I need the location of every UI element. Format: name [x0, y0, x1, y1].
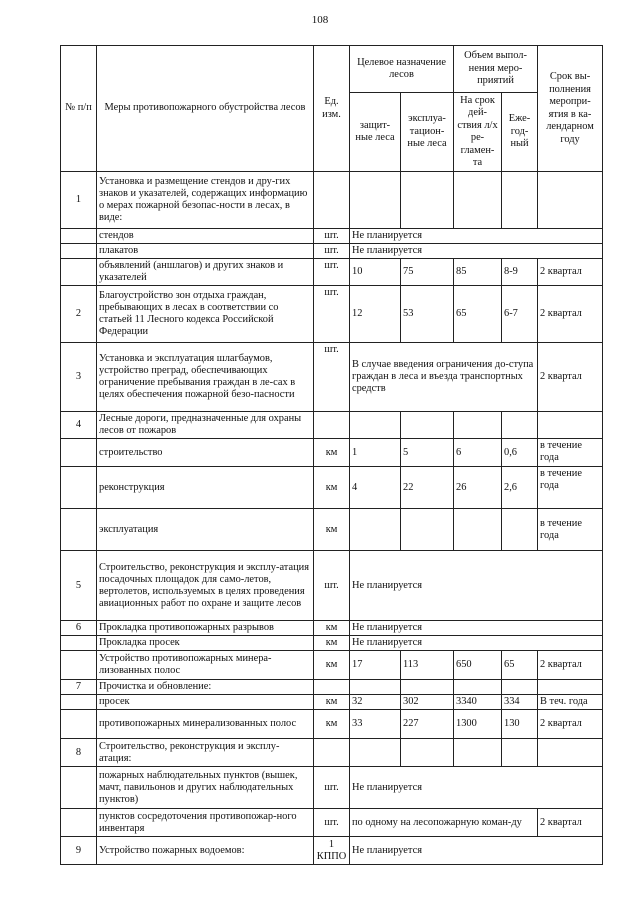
row-deadline: 2 квартал — [538, 710, 603, 739]
row-name: пожарных наблюдательных пунктов (вышек, мачт, павильонов и других наблюдательных пунктов) — [97, 767, 314, 809]
header-deadline: Срок вы-полнения меропри-ятия в ка-лендарном году — [538, 46, 603, 172]
table-row — [61, 286, 603, 343]
row-volume-annual: 6-7 — [502, 286, 538, 343]
row-protective: 12 — [350, 286, 401, 343]
row-volume-annual: 8-9 — [502, 259, 538, 286]
table-row — [61, 837, 603, 865]
row-unit: км — [314, 695, 350, 710]
row-unit: шт. — [314, 343, 350, 412]
row-name: Установка и эксплуатация шлагбаумов, устройство преград, обеспечивающих ограничение пребывания граждан в ле-сах в целях обеспечения пожарной безо-пасности — [97, 343, 314, 412]
row-note: Не планируется — [350, 837, 603, 865]
row-unit: шт. — [314, 767, 350, 809]
row-num: 1 — [61, 172, 97, 229]
row-name: противопожарных минерализованных полос — [97, 710, 314, 739]
page-number: 108 — [311, 14, 329, 26]
table-row — [61, 259, 603, 286]
row-protective: 4 — [350, 467, 401, 509]
row-exploitation: 302 — [401, 695, 454, 710]
row-num: 2 — [61, 286, 97, 343]
table-row — [61, 439, 603, 467]
header-num: № п/п — [61, 46, 97, 172]
row-num: 4 — [61, 412, 97, 439]
row-unit: шт. — [314, 229, 350, 244]
row-protective: 17 — [350, 651, 401, 680]
row-name: плакатов — [97, 244, 314, 259]
row-name: Прочистка и обновление: — [97, 680, 314, 695]
table-row — [61, 621, 603, 636]
row-unit: км — [314, 621, 350, 636]
table-row — [61, 509, 603, 551]
row-deadline: 2 квартал — [538, 259, 603, 286]
row-unit: км — [314, 636, 350, 651]
row-name: строительство — [97, 439, 314, 467]
table-row — [61, 695, 603, 710]
header-volume: Объем выпол-нения меро-приятий — [454, 46, 538, 93]
header-protective: защит-ные леса — [350, 93, 401, 172]
row-name: объявлений (аншлагов) и других знаков и указателей — [97, 259, 314, 286]
table-row — [61, 739, 603, 767]
row-num: 6 — [61, 621, 97, 636]
table-row — [61, 680, 603, 695]
row-protective: 10 — [350, 259, 401, 286]
row-num: 5 — [61, 551, 97, 621]
row-volume-term: 3340 — [454, 695, 502, 710]
row-volume-annual: 334 — [502, 695, 538, 710]
row-deadline: 2 квартал — [538, 809, 603, 837]
row-protective: 1 — [350, 439, 401, 467]
row-name: пунктов сосредоточения противопожар-ного инвентаря — [97, 809, 314, 837]
table-row — [61, 172, 603, 229]
table-row — [61, 651, 603, 680]
row-volume-term: 85 — [454, 259, 502, 286]
row-num: 3 — [61, 343, 97, 412]
row-name: Устройство пожарных водоемов: — [97, 837, 314, 865]
table-row — [61, 244, 603, 259]
row-note: Не планируется — [350, 767, 603, 809]
row-volume-annual: 2,6 — [502, 467, 538, 509]
row-unit: км — [314, 651, 350, 680]
header-measures: Меры противопожарного обустройства лесов — [97, 46, 314, 172]
row-name: Прокладка просек — [97, 636, 314, 651]
header-purpose: Целевое назначение лесов — [350, 46, 454, 93]
row-exploitation: 113 — [401, 651, 454, 680]
row-name: Строительство, реконструкция и эксплу-атация посадочных площадок для само-летов, вертолетов, используемых в целях проведения авиационных работ по охране и защите лесов — [97, 551, 314, 621]
row-name: Установка и размещение стендов и дру-гих знаков и указателей, содержащих информацию о мерах пожарной безопас-ности в лесах, в виде: — [97, 172, 314, 229]
row-note: по одному на лесопожарную коман-ду — [350, 809, 538, 837]
row-deadline: 2 квартал — [538, 343, 603, 412]
row-unit: шт. — [314, 244, 350, 259]
table-row — [61, 551, 603, 621]
row-deadline: в течение года — [538, 467, 603, 509]
header-volume-term: На срок дей-ствия л/х ре-гламен-та — [454, 93, 502, 172]
row-name: стендов — [97, 229, 314, 244]
row-name: Лесные дороги, предназначенные для охраны лесов от пожаров — [97, 412, 314, 439]
row-deadline: в течение года — [538, 439, 603, 467]
row-volume-annual: 0,6 — [502, 439, 538, 467]
table-row — [61, 767, 603, 809]
row-exploitation: 22 — [401, 467, 454, 509]
row-note: Не планируется — [350, 636, 603, 651]
row-volume-annual: 130 — [502, 710, 538, 739]
table-row — [61, 412, 603, 439]
row-exploitation: 227 — [401, 710, 454, 739]
header-row-1 — [61, 46, 603, 93]
row-name: Прокладка противопожарных разрывов — [97, 621, 314, 636]
row-note: В случае введения ограничения до-ступа граждан в леса и въезда транспортных средств — [350, 343, 538, 412]
row-deadline: В теч. года — [538, 695, 603, 710]
row-exploitation: 53 — [401, 286, 454, 343]
row-unit: км — [314, 467, 350, 509]
row-volume-term: 65 — [454, 286, 502, 343]
row-name: Благоустройство зон отдыха граждан, пребывающих в лесах в соответствии со статьей 11 Лесного кодекса Российской Федерации — [97, 286, 314, 343]
row-num: 8 — [61, 739, 97, 767]
row-name: эксплуатация — [97, 509, 314, 551]
row-name: просек — [97, 695, 314, 710]
row-name: Строительство, реконструкция и эксплу-атация: — [97, 739, 314, 767]
header-unit: Ед. изм. — [314, 46, 350, 172]
row-deadline: в течение года — [538, 509, 603, 551]
table-row — [61, 636, 603, 651]
row-unit: км — [314, 509, 350, 551]
row-exploitation: 5 — [401, 439, 454, 467]
row-num: 7 — [61, 680, 97, 695]
table-row — [61, 343, 603, 412]
row-volume-term: 6 — [454, 439, 502, 467]
row-deadline: 2 квартал — [538, 286, 603, 343]
row-volume-term: 1300 — [454, 710, 502, 739]
table-row — [61, 229, 603, 244]
row-volume-term: 26 — [454, 467, 502, 509]
row-note: Не планируется — [350, 244, 603, 259]
row-unit: км — [314, 439, 350, 467]
row-unit: км — [314, 710, 350, 739]
header-volume-annual: Еже-год-ный — [502, 93, 538, 172]
fire-safety-measures-table — [60, 45, 603, 865]
row-protective: 32 — [350, 695, 401, 710]
row-unit: шт. — [314, 259, 350, 286]
table-row — [61, 467, 603, 509]
row-name: Устройство противопожарных минера-лизованных полос — [97, 651, 314, 680]
row-deadline: 2 квартал — [538, 651, 603, 680]
row-num: 9 — [61, 837, 97, 865]
table-row — [61, 809, 603, 837]
row-volume-term: 650 — [454, 651, 502, 680]
row-unit: 1 КППО — [314, 837, 350, 865]
row-note: Не планируется — [350, 621, 603, 636]
row-unit: шт. — [314, 551, 350, 621]
row-unit: шт. — [314, 286, 350, 343]
row-note: Не планируется — [350, 551, 603, 621]
table-row — [61, 710, 603, 739]
row-note: Не планируется — [350, 229, 603, 244]
header-exploitation: эксплуа-тацион-ные леса — [401, 93, 454, 172]
row-protective: 33 — [350, 710, 401, 739]
row-volume-annual: 65 — [502, 651, 538, 680]
row-exploitation: 75 — [401, 259, 454, 286]
row-name: реконструкция — [97, 467, 314, 509]
row-unit: шт. — [314, 809, 350, 837]
